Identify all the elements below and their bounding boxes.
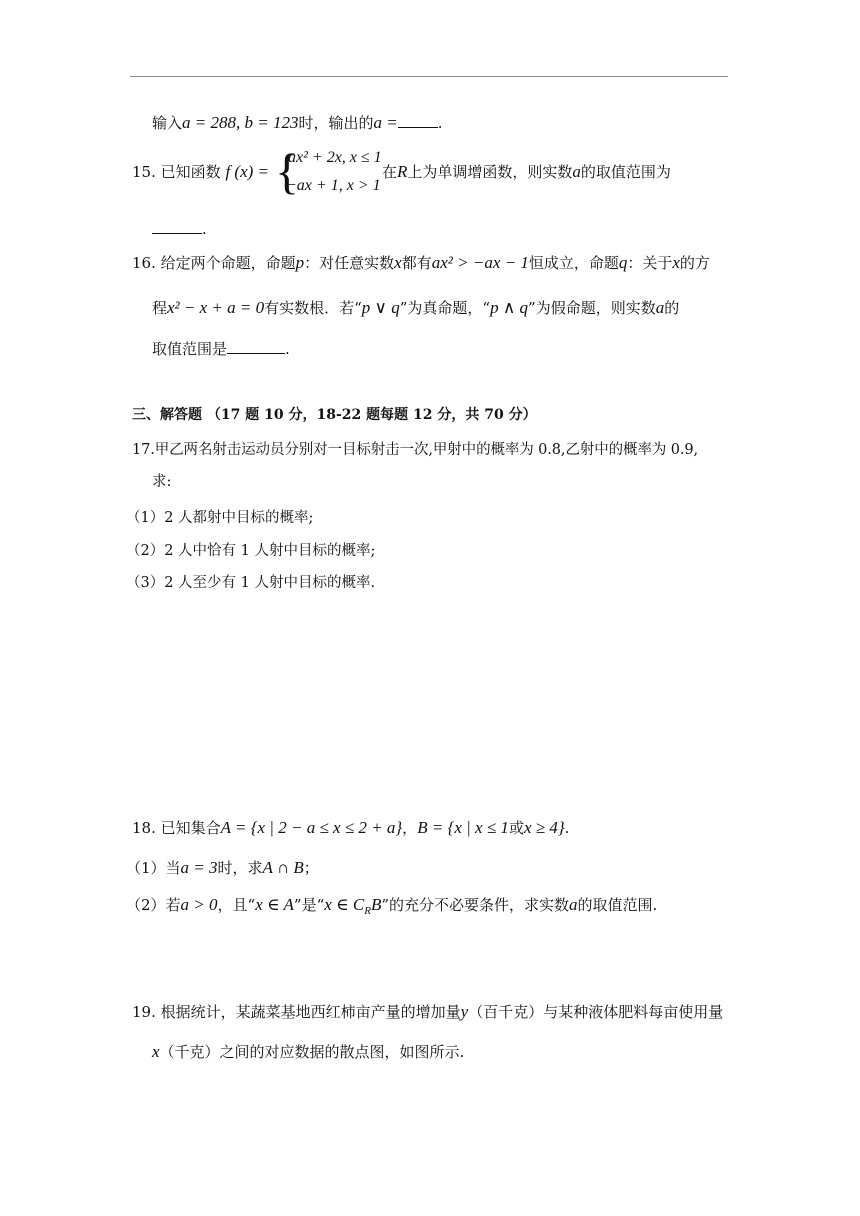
section3-title: 三、解答题 （17 题 10 分，18-22 题每题 12 分，共 70 分） bbox=[132, 407, 537, 423]
q19-l1-b: （百千克）与某种液体肥料每亩使用量 bbox=[468, 1003, 724, 1021]
q18-p2-e: 的取值范围. bbox=[577, 896, 658, 914]
q18-end: . bbox=[564, 819, 570, 837]
q14-answer-blank bbox=[398, 113, 438, 128]
q18-p2-cond: a > 0 bbox=[180, 895, 218, 914]
q15-text-a: 已知函数 bbox=[160, 163, 221, 181]
q16-l2-a: 程 bbox=[152, 299, 168, 317]
q18-p1-end: ； bbox=[303, 859, 319, 877]
q16-q: q bbox=[618, 253, 628, 272]
q18-p2-b: ，且“ bbox=[217, 896, 256, 914]
q16-l3-a: 取值范围是 bbox=[152, 340, 228, 358]
q19-y: y bbox=[460, 1002, 469, 1021]
q17-part1: （1）2 人都射中目标的概率; bbox=[126, 510, 314, 526]
q17-part2: （2）2 人中恰有 1 人射中目标的概率; bbox=[126, 543, 376, 559]
q16-p-and-q: p ∧ q bbox=[490, 298, 529, 317]
q16-l1-a: 给定两个命题，命题 bbox=[160, 254, 296, 272]
q18-set-b-b: x ≥ 4} bbox=[523, 818, 565, 837]
q18-p1-cond: a = 3 bbox=[180, 858, 218, 877]
q14-prefix: 输入 bbox=[152, 114, 183, 132]
q18-p2-xa: x ∈ A bbox=[255, 895, 294, 914]
q15-var-a: a bbox=[572, 162, 581, 181]
q18-l1-a: 已知集合 bbox=[160, 819, 221, 837]
q16-a: a bbox=[655, 298, 665, 317]
q16-answer-blank bbox=[227, 339, 285, 354]
q16-line1 bbox=[132, 253, 710, 273]
q18-p2-c: ”是“ bbox=[293, 896, 325, 914]
q15-R: R bbox=[397, 162, 408, 181]
q18-p2-var: a bbox=[569, 895, 578, 914]
q16-number: 16. bbox=[132, 254, 156, 272]
q19-l2-b: （千克）之间的对应数据的散点图，如图所示. bbox=[159, 1043, 465, 1061]
q15-brace: { bbox=[275, 143, 299, 199]
q16-inequality: ax² > −ax − 1 bbox=[431, 253, 529, 272]
q14-tail bbox=[152, 113, 443, 133]
q18-p1-b: 时，求 bbox=[217, 859, 263, 877]
q14-input-expr: a = 288, b = 123 bbox=[182, 113, 299, 132]
q19-line1 bbox=[132, 1002, 723, 1022]
q16-l2-e: 的 bbox=[664, 299, 680, 317]
q18-set-a: A = {x | 2 − a ≤ x ≤ 2 + a} bbox=[220, 818, 403, 837]
q15-function-name: f (x) = bbox=[225, 162, 269, 181]
q15-case1: ax² + 2x, x ≤ 1 bbox=[288, 149, 382, 166]
q15-end: . bbox=[202, 220, 207, 238]
q16-l1-b: ：对任意实数 bbox=[304, 254, 395, 272]
q18-set-b-or: 或 bbox=[508, 819, 524, 837]
q18-p2-xb: x ∈ C bbox=[324, 895, 365, 914]
q15-line1-rest bbox=[382, 162, 671, 182]
q14-mid: 时，输出的 bbox=[298, 114, 374, 132]
q16-l1-f: 的方 bbox=[679, 254, 710, 272]
q16-x2: x bbox=[672, 253, 680, 272]
q18-part1 bbox=[126, 858, 319, 878]
q19-l1-a: 根据统计，某蔬菜基地西红柿亩产量的增加量 bbox=[160, 1003, 461, 1021]
q16-l2-b: 有实数根．若“ bbox=[264, 299, 362, 317]
q16-l1-d: 恒成立，命题 bbox=[528, 254, 619, 272]
q16-p: p bbox=[295, 253, 305, 272]
q18-p2-d: ”的充分不必要条件，求实数 bbox=[381, 896, 570, 914]
q16-line3 bbox=[152, 339, 290, 359]
q19-line2 bbox=[152, 1042, 464, 1062]
q17-line2: 求: bbox=[152, 474, 172, 490]
q18-p2-xb2: B bbox=[370, 895, 382, 914]
q18-p2-a: （2）若 bbox=[126, 896, 181, 914]
q14-output-expr: a = bbox=[373, 113, 398, 132]
q15-text-c: 上为单调增函数，则实数 bbox=[407, 163, 573, 181]
q18-p1-a: （1）当 bbox=[126, 859, 181, 877]
q18-p1-expr: A ∩ B bbox=[262, 858, 304, 877]
q16-l1-e: ：关于 bbox=[627, 254, 673, 272]
q16-end: . bbox=[285, 340, 290, 358]
header-rule bbox=[130, 76, 728, 77]
q14-end: . bbox=[437, 114, 443, 132]
q18-set-b-a: B = {x | x ≤ 1 bbox=[417, 818, 509, 837]
q16-equation: x² − x + a = 0 bbox=[167, 298, 265, 317]
q19-x: x bbox=[152, 1042, 160, 1061]
q16-l2-d: ”为假命题，则实数 bbox=[528, 299, 656, 317]
q18-line1 bbox=[132, 818, 569, 838]
q18-p2-sub: R bbox=[364, 905, 371, 917]
q15-case2: −ax + 1, x > 1 bbox=[286, 177, 381, 194]
q19-number: 19. bbox=[132, 1003, 156, 1021]
q18-part2 bbox=[126, 895, 657, 921]
q15-text-d: 的取值范围为 bbox=[580, 163, 671, 181]
q18-number: 18. bbox=[132, 819, 156, 837]
q16-l1-c: 都有 bbox=[401, 254, 432, 272]
q16-line2 bbox=[152, 298, 679, 318]
q16-x1: x bbox=[394, 253, 402, 272]
q15-number: 15. bbox=[132, 163, 156, 181]
q15-line2 bbox=[152, 219, 207, 239]
q15-text-b: 在 bbox=[382, 163, 398, 181]
q15-line1 bbox=[132, 162, 269, 182]
q17-part3: （3）2 人至少有 1 人射中目标的概率. bbox=[126, 575, 376, 591]
q18-comma: ， bbox=[402, 819, 418, 837]
q16-l2-c: ”为真命题，“ bbox=[399, 299, 491, 317]
q17-line1: 17.甲乙两名射击运动员分别对一目标射击一次,甲射中的概率为 0.8,乙射中的概率为 0.9, bbox=[132, 442, 699, 458]
q16-p-or-q: p ∨ q bbox=[361, 298, 400, 317]
q15-answer-blank bbox=[152, 219, 202, 234]
